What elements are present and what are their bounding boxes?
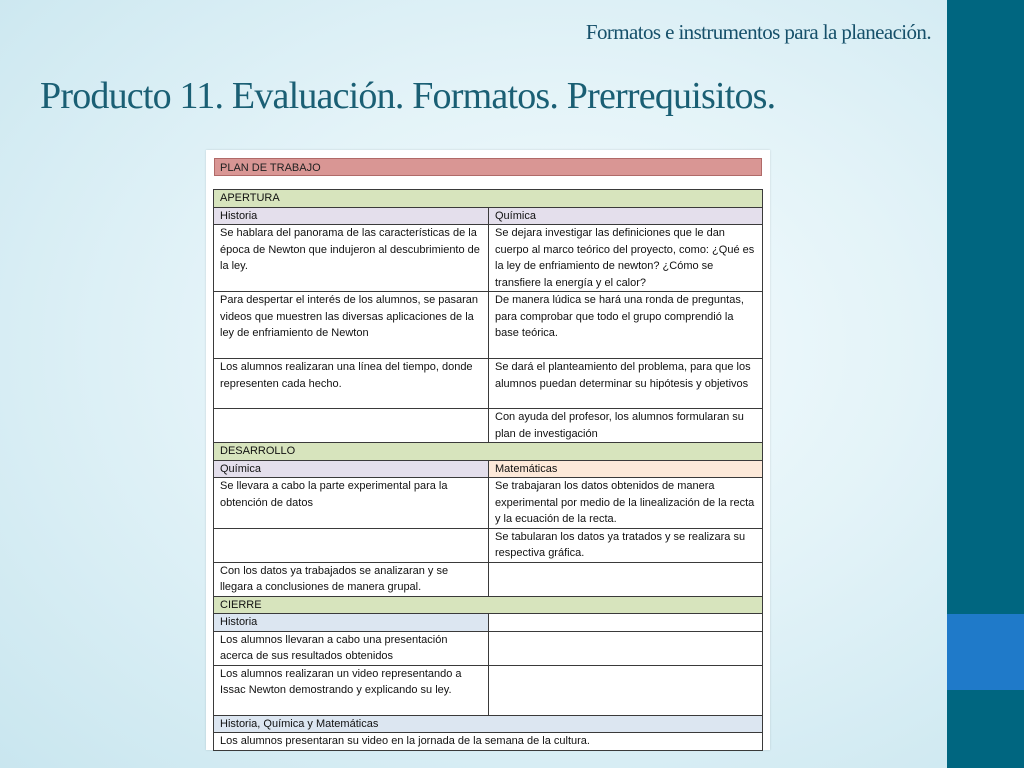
table-cell: Se llevara a cabo la parte experimental para la obtención de datos	[214, 478, 489, 529]
slide-title: Producto 11. Evaluación. Formatos. Prerrequisitos.	[40, 75, 776, 117]
table-cell	[489, 562, 763, 596]
table-cell: Con ayuda del profesor, los alumnos formularan su plan de investigación	[489, 409, 763, 443]
table-cell	[214, 409, 489, 443]
table-cell: Se dejara investigar las definiciones que le dan cuerpo al marco teórico del proyecto, como: ¿Qué es la ley de enfriamiento de newton? ¿Cómo se transfiere la energía y el calor?	[489, 225, 763, 292]
work-plan-table-image	[206, 150, 770, 750]
desarrollo-col2-header: Matemáticas	[489, 460, 763, 478]
table-cell: Los alumnos llevaran a cabo una presentación acerca de sus resultados obtenidos	[214, 631, 489, 665]
table-cell: Se hablara del panorama de las características de la época de Newton que indujeron al descubrimiento de la ley.	[214, 225, 489, 292]
work-plan-table	[213, 189, 763, 751]
table-cell	[214, 528, 489, 562]
section-desarrollo: DESARROLLO	[214, 443, 763, 461]
section-apertura: APERTURA	[214, 190, 763, 208]
right-accent-block	[947, 614, 1024, 690]
table-cell	[489, 665, 763, 715]
table-cell	[489, 631, 763, 665]
apertura-col2-header: Química	[489, 207, 763, 225]
apertura-col1-header: Historia	[214, 207, 489, 225]
plan-header: PLAN DE TRABAJO	[214, 158, 762, 176]
table-cell: Los alumnos realizaran una línea del tiempo, donde representen cada hecho.	[214, 359, 489, 409]
table-cell: Se dará el planteamiento del problema, para que los alumnos puedan determinar su hipótesis y objetivos	[489, 359, 763, 409]
desarrollo-col1-header: Química	[214, 460, 489, 478]
joint-subjects-text: Los alumnos presentaran su video en la jornada de la semana de la cultura.	[214, 733, 763, 751]
slide-subtitle: Formatos e instrumentos para la planeación.	[585, 20, 931, 44]
table-cell: Se tabularan los datos ya tratados y se realizara su respectiva gráfica.	[489, 528, 763, 562]
cierre-col1-header: Historia	[214, 614, 489, 632]
table-cell: Para despertar el interés de los alumnos, se pasaran videos que muestren las diversas aplicaciones de la ley de enfriamiento de Newton	[214, 292, 489, 359]
table-cell: Los alumnos realizaran un video representando a Issac Newton demostrando y explicando su ley.	[214, 665, 489, 715]
table-cell: Se trabajaran los datos obtenidos de manera experimental por medio de la linealización de la recta y la ecuación de la recta.	[489, 478, 763, 529]
joint-subjects-header: Historia, Química y Matemáticas	[214, 715, 763, 733]
section-cierre: CIERRE	[214, 596, 763, 614]
table-cell: De manera lúdica se hará una ronda de preguntas, para comprobar que todo el grupo comprendió la base teórica.	[489, 292, 763, 359]
table-cell	[489, 614, 763, 632]
table-cell: Con los datos ya trabajados se analizaran y se llegara a conclusiones de manera grupal.	[214, 562, 489, 596]
